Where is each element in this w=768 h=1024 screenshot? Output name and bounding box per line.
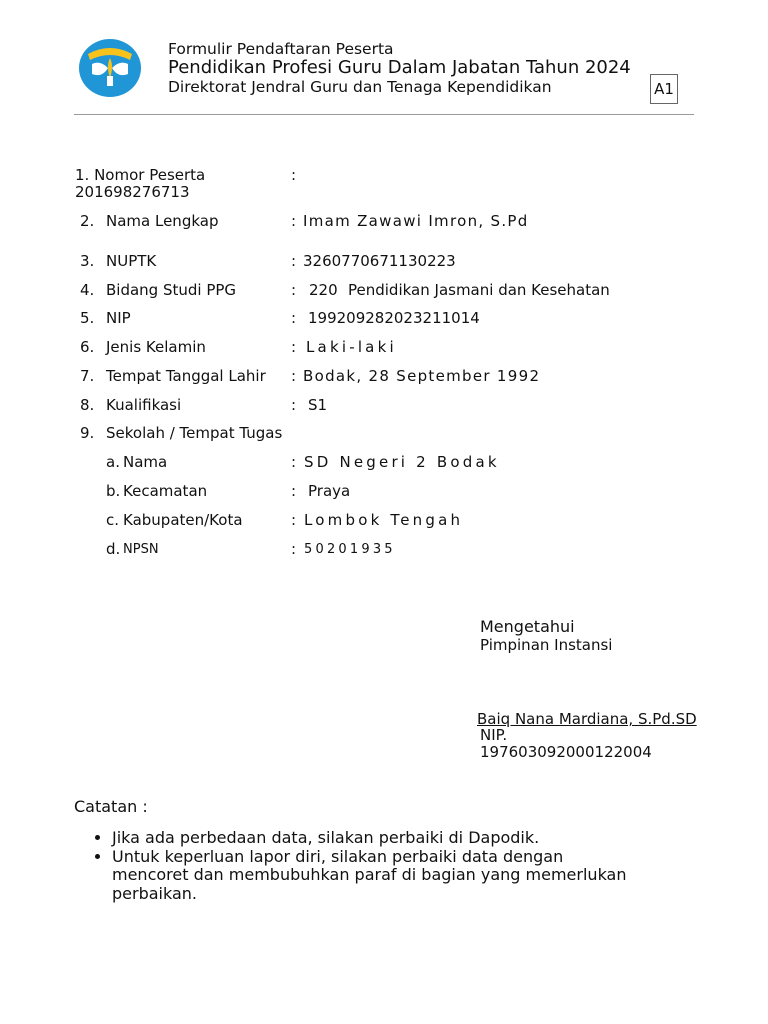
nama-value: Imam Zawawi Imron, S.Pd <box>303 212 529 230</box>
kualifikasi-colon: : <box>291 396 297 414</box>
npsn-label: NPSN <box>123 542 159 557</box>
ttl-colon: : <box>291 367 297 385</box>
nomor-peserta-value: 201698276713 <box>75 183 190 201</box>
jk-label: Jenis Kelamin <box>106 338 206 356</box>
sekolah-nama-num: a. <box>106 453 120 471</box>
ttl-label: Tempat Tanggal Lahir <box>106 367 266 385</box>
kecamatan-label: Kecamatan <box>123 482 208 500</box>
header-divider <box>74 114 694 115</box>
bidang-label: Bidang Studi PPG <box>106 281 237 299</box>
kualifikasi-num: 8. <box>80 396 95 414</box>
note-item: • Jika ada perbedaan data, silakan perbaiki di Dapodik. <box>112 829 632 848</box>
tut-wuri-handayani-logo <box>78 38 142 98</box>
ttl-num: 7. <box>80 367 95 385</box>
sekolah-num: 9. <box>80 424 95 442</box>
notes-title: Catatan : <box>74 797 148 816</box>
nip-colon: : <box>291 309 297 327</box>
signature-role: Pimpinan Instansi <box>480 636 613 654</box>
form-title: Pendidikan Profesi Guru Dalam Jabatan Tahun 2024 <box>168 57 631 78</box>
kualifikasi-value: S1 <box>308 396 328 414</box>
npsn-value: 50201935 <box>304 542 396 557</box>
kabupaten-label: Kabupaten/Kota <box>123 511 243 529</box>
sekolah-nama-value: SD Negeri 2 Bodak <box>304 453 500 471</box>
nuptk-num: 3. <box>80 252 95 270</box>
form-code-badge: A1 <box>650 74 678 104</box>
kecamatan-num: b. <box>106 482 121 500</box>
nip-num: 5. <box>80 309 95 327</box>
kabupaten-num: c. <box>106 511 120 529</box>
signer-name: Baiq Nana Mardiana, S.Pd.SD <box>477 710 697 728</box>
npsn-num: d. <box>106 540 121 558</box>
notes-list <box>74 829 632 903</box>
kecamatan-value: Praya <box>308 482 351 500</box>
nama-label: Nama Lengkap <box>106 212 219 230</box>
jk-num: 6. <box>80 338 95 356</box>
sekolah-label: Sekolah / Tempat Tugas <box>106 424 283 442</box>
jk-colon: : <box>291 338 297 356</box>
signer-nip-label: NIP. <box>480 726 508 744</box>
nama-num: 2. <box>80 212 95 230</box>
bidang-num: 4. <box>80 281 95 299</box>
nuptk-label: NUPTK <box>106 252 157 270</box>
sekolah-nama-label: Nama <box>123 453 168 471</box>
form-department: Direktorat Jendral Guru dan Tenaga Kependidikan <box>168 78 552 96</box>
nomor-peserta-label: 1. Nomor Peserta <box>75 166 206 184</box>
nomor-peserta-colon: : <box>291 166 297 184</box>
kabupaten-colon: : <box>291 511 297 529</box>
note-item: • Untuk keperluan lapor diri, silakan perbaiki data dengan mencoret dan membubuhkan paraf di bagian yang memerlukan perbaikan. <box>112 848 632 904</box>
ttl-value: Bodak, 28 September 1992 <box>303 367 541 385</box>
nuptk-colon: : <box>291 252 297 270</box>
kualifikasi-label: Kualifikasi <box>106 396 182 414</box>
kabupaten-value: Lombok Tengah <box>304 511 464 529</box>
bidang-code: 220 <box>309 281 338 299</box>
bidang-value: Pendidikan Jasmani dan Kesehatan <box>348 281 610 299</box>
nuptk-value: 3260770671130223 <box>303 252 456 270</box>
nip-value: 199209282023211014 <box>308 309 480 327</box>
nama-colon: : <box>291 212 297 230</box>
bidang-colon: : <box>291 281 297 299</box>
jk-value: Laki-laki <box>306 338 397 356</box>
npsn-colon: : <box>291 540 297 558</box>
nip-label: NIP <box>106 309 131 327</box>
kecamatan-colon: : <box>291 482 297 500</box>
sekolah-nama-colon: : <box>291 453 297 471</box>
form-subtitle: Formulir Pendaftaran Peserta <box>168 40 394 58</box>
signature-acknowledge: Mengetahui <box>480 617 575 636</box>
signer-nip-value: 197603092000122004 <box>480 743 652 761</box>
